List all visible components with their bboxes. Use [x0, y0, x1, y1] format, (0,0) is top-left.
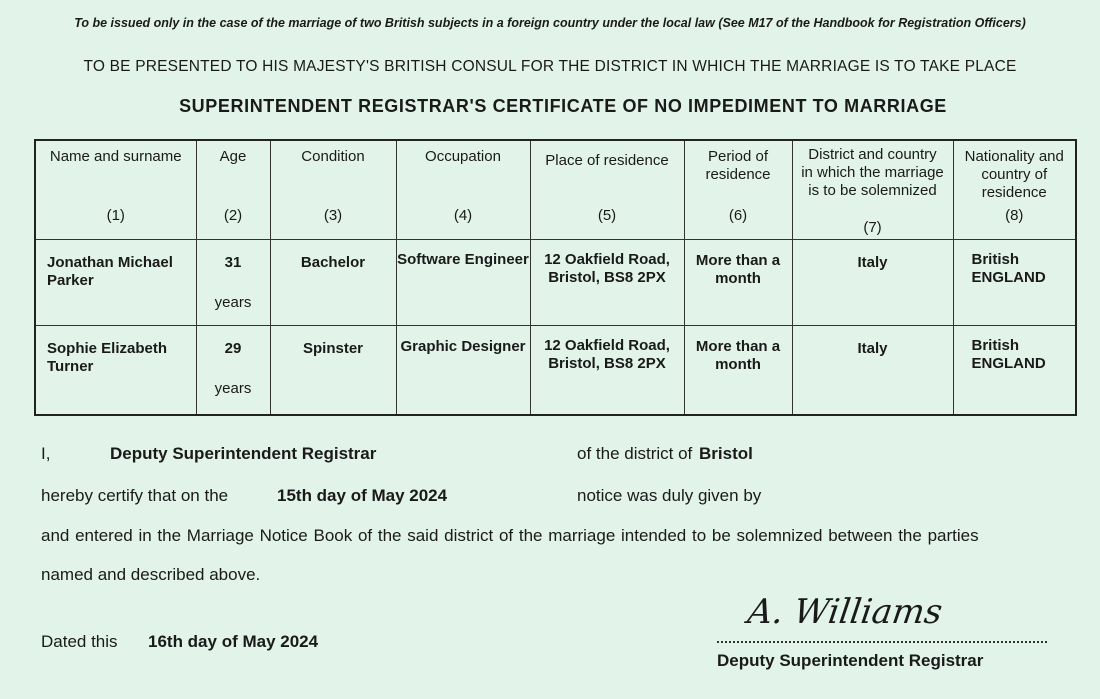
col-header-nationality: Nationality and country of residence (8)	[953, 140, 1076, 239]
col-header-condition: Condition (3)	[270, 140, 396, 239]
signature-line	[717, 641, 1047, 643]
party-nationality: British ENGLAND	[953, 239, 1076, 325]
registrar-title: Deputy Superintendent Registrar	[110, 444, 377, 463]
handbook-note: To be issued only in the case of the marriage of two British subjects in a foreign country under the local law (See M17 of the Handbook for Registration Officers)	[74, 16, 1026, 30]
party-occupation: Software Engineer	[396, 239, 530, 325]
named-text: named and described above.	[41, 565, 261, 584]
signature-title: Deputy Superintendent Registrar	[717, 651, 984, 670]
table-row	[35, 239, 1076, 325]
registrar-signature: A. Williams	[745, 592, 945, 632]
party-residence: 12 Oakfield Road, Bristol, BS8 2PX	[530, 325, 684, 415]
col-header-residence: Place of residence (5)	[530, 140, 684, 239]
party-age: 29 years	[196, 325, 270, 415]
district-value: Bristol	[699, 444, 753, 463]
party-district: Italy	[792, 325, 953, 415]
notice-date: 15th day of May 2024	[277, 486, 448, 505]
party-period: More than a month	[684, 239, 792, 325]
entered-text: and entered in the Marriage Notice Book of the said district of the marriage intended to be solemnized between the parties	[41, 526, 979, 545]
i-label: I,	[41, 444, 51, 463]
certificate-title: SUPERINTENDENT REGISTRAR'S CERTIFICATE OF NO IMPEDIMENT TO MARRIAGE	[179, 96, 947, 116]
party-condition: Spinster	[270, 325, 396, 415]
table-header-row	[35, 140, 1076, 239]
notice-label: notice was duly given by	[577, 486, 762, 505]
col-header-occupation: Occupation (4)	[396, 140, 530, 239]
parties-table	[34, 139, 1077, 416]
presented-to-line: TO BE PRESENTED TO HIS MAJESTY'S BRITISH CONSUL FOR THE DISTRICT IN WHICH THE MARRIAGE IS TO TAKE PLACE	[83, 58, 1017, 75]
party-occupation: Graphic Designer	[396, 325, 530, 415]
dated-value: 16th day of May 2024	[148, 632, 319, 651]
certify-label: hereby certify that on the	[41, 486, 229, 505]
party-residence: 12 Oakfield Road, Bristol, BS8 2PX	[530, 239, 684, 325]
party-age: 31 years	[196, 239, 270, 325]
col-header-period: Period of residence (6)	[684, 140, 792, 239]
table-row	[35, 325, 1076, 415]
party-district: Italy	[792, 239, 953, 325]
party-period: More than a month	[684, 325, 792, 415]
party-nationality: British ENGLAND	[953, 325, 1076, 415]
col-header-name: Name and surname (1)	[35, 140, 196, 239]
party-condition: Bachelor	[270, 239, 396, 325]
dated-label: Dated this	[41, 632, 118, 651]
party-name: Sophie Elizabeth Turner	[35, 325, 196, 415]
party-name: Jonathan Michael Parker	[35, 239, 196, 325]
col-header-district: District and country in which the marriage is to be solemnized (7)	[792, 140, 953, 239]
col-header-age: Age (2)	[196, 140, 270, 239]
district-label: of the district of	[577, 444, 693, 463]
